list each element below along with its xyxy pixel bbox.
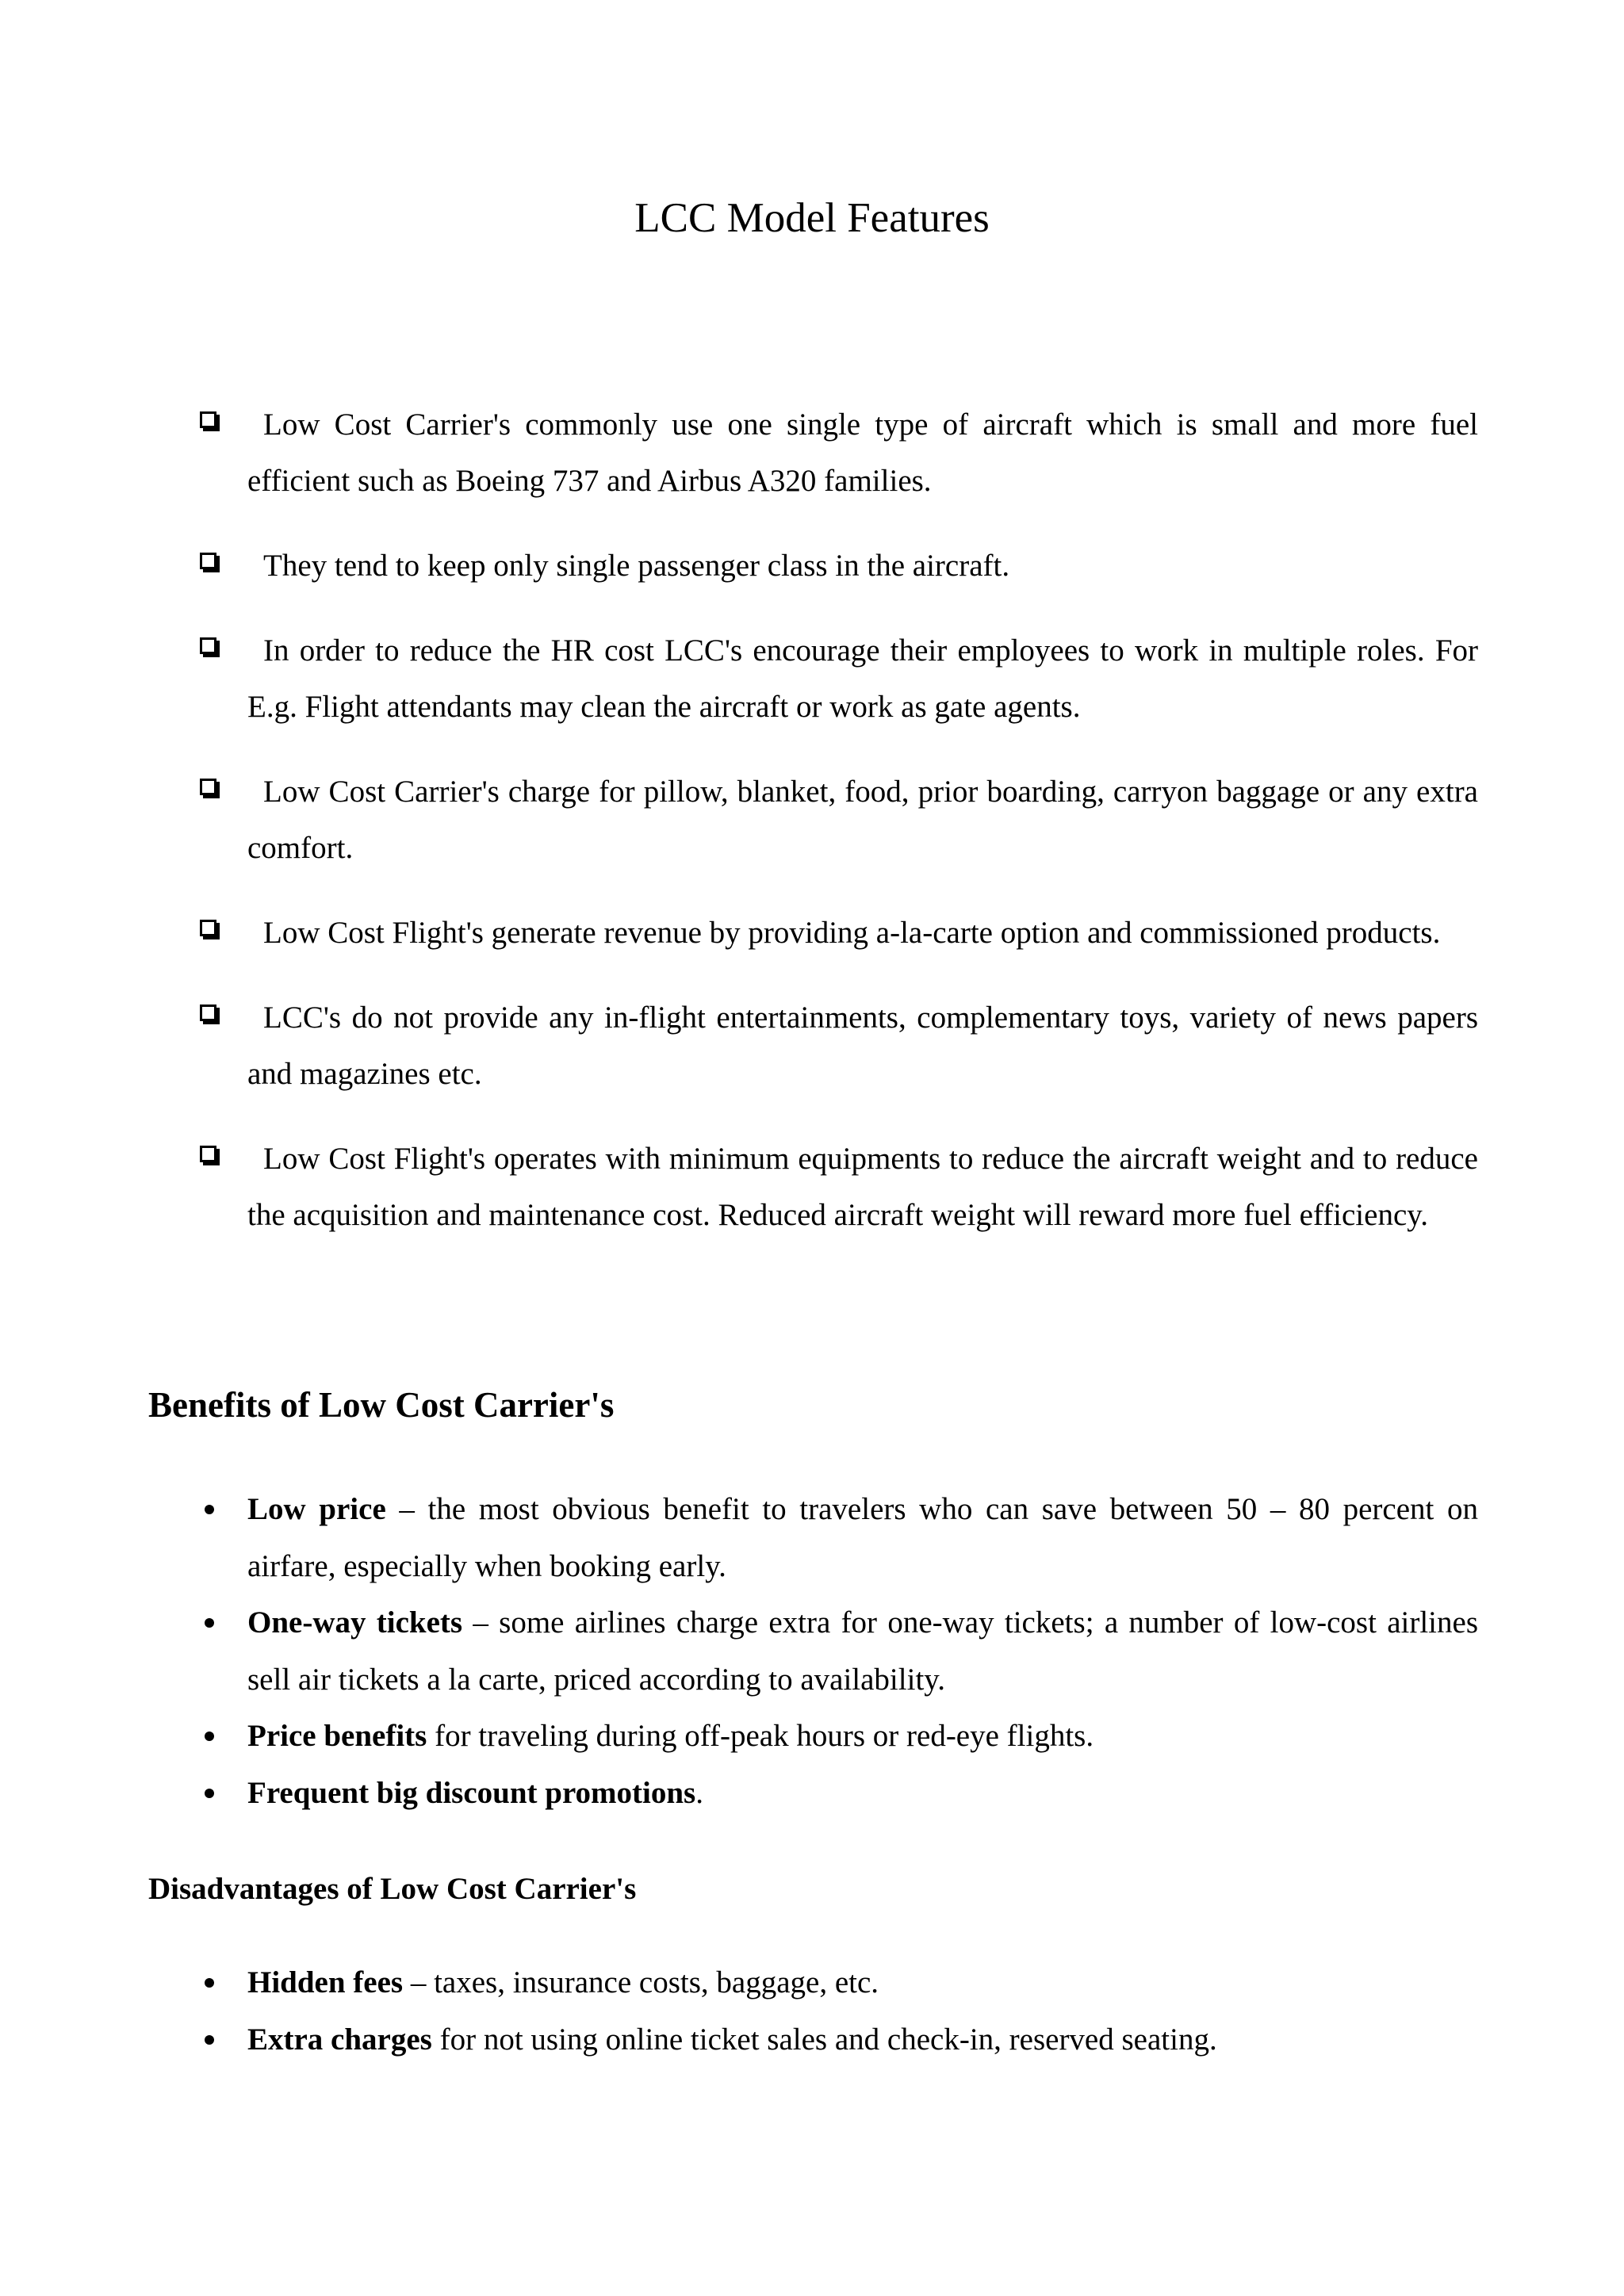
benefit-term: Frequent big discount promotions bbox=[247, 1775, 696, 1810]
checkbox-bullet-icon bbox=[200, 1146, 216, 1162]
benefit-item bbox=[198, 1481, 1478, 1594]
benefit-description: – some airlines charge extra for one-way tickets; a number of low-cost airlines sell air tickets a la carte, priced according to availability. bbox=[247, 1605, 1478, 1697]
bullet-dot-icon bbox=[205, 1618, 214, 1628]
benefits-list bbox=[198, 1481, 1478, 1821]
bullet-dot-icon bbox=[205, 2035, 214, 2045]
disadvantage-item bbox=[198, 1954, 1478, 2011]
feature-item bbox=[198, 622, 1478, 735]
disadvantages-heading: Disadvantages of Low Cost Carrier's bbox=[148, 1872, 637, 1906]
benefit-item bbox=[198, 1594, 1478, 1708]
checkbox-bullet-icon bbox=[200, 920, 216, 936]
feature-text: Low Cost Flight's generate revenue by providing a-la-carte option and commissioned products. bbox=[263, 916, 1441, 950]
benefit-item bbox=[198, 1765, 1478, 1822]
checkbox-bullet-icon bbox=[200, 1004, 216, 1021]
benefit-term: One-way tickets bbox=[247, 1605, 463, 1640]
disadvantage-term: Extra charges bbox=[247, 2022, 432, 2057]
feature-item bbox=[198, 905, 1478, 961]
benefits-heading: Benefits of Low Cost Carrier's bbox=[148, 1385, 615, 1425]
feature-text: Low Cost Carrier's commonly use one single type of aircraft which is small and more fuel efficient such as Boeing 737 and Airbus A320 families. bbox=[247, 408, 1478, 498]
benefit-description: for traveling during off-peak hours or red-eye flights. bbox=[427, 1719, 1094, 1753]
feature-item bbox=[198, 538, 1478, 594]
feature-list bbox=[198, 396, 1478, 1272]
page-title: LCC Model Features bbox=[634, 195, 990, 241]
benefit-term: Price benefits bbox=[247, 1719, 427, 1753]
benefit-item bbox=[198, 1708, 1478, 1765]
bullet-dot-icon bbox=[205, 1978, 214, 1988]
checkbox-bullet-icon bbox=[200, 411, 216, 428]
feature-text: Low Cost Flight's operates with minimum equipments to reduce the aircraft weight and to reduce the acquisition and maintenance cost. Reduced aircraft weight will reward more fuel efficiency. bbox=[247, 1142, 1478, 1232]
feature-text: In order to reduce the HR cost LCC's encourage their employees to work in multiple roles. For E.g. Flight attendants may clean the aircraft or work as gate agents. bbox=[247, 633, 1478, 724]
disadvantage-term: Hidden fees bbox=[247, 1965, 404, 1999]
disadvantage-item bbox=[198, 2011, 1478, 2068]
disadvantage-description: for not using online ticket sales and check-in, reserved seating. bbox=[431, 2022, 1217, 2057]
feature-item bbox=[198, 763, 1478, 876]
feature-text: LCC's do not provide any in-flight entertainments, complementary toys, variety of news papers and magazines etc. bbox=[247, 1001, 1478, 1091]
bullet-dot-icon bbox=[205, 1732, 214, 1741]
disadvantages-list bbox=[198, 1954, 1478, 2068]
benefit-description: – the most obvious benefit to travelers who can save between 50 – 80 percent on airfare, especially when booking early. bbox=[247, 1492, 1478, 1583]
bullet-dot-icon bbox=[205, 1505, 214, 1514]
checkbox-bullet-icon bbox=[200, 553, 216, 569]
feature-item bbox=[198, 396, 1478, 509]
benefit-description: . bbox=[695, 1775, 703, 1810]
checkbox-bullet-icon bbox=[200, 637, 216, 654]
bullet-dot-icon bbox=[205, 1789, 214, 1798]
feature-text: They tend to keep only single passenger class in the aircraft. bbox=[263, 549, 1010, 583]
checkbox-bullet-icon bbox=[200, 779, 216, 795]
feature-item bbox=[198, 989, 1478, 1102]
benefit-term: Low price bbox=[247, 1492, 386, 1526]
feature-text: Low Cost Carrier's charge for pillow, blanket, food, prior boarding, carryon baggage or any extra comfort. bbox=[247, 775, 1478, 865]
disadvantage-description: – taxes, insurance costs, baggage, etc. bbox=[403, 1965, 879, 1999]
feature-item bbox=[198, 1131, 1478, 1243]
